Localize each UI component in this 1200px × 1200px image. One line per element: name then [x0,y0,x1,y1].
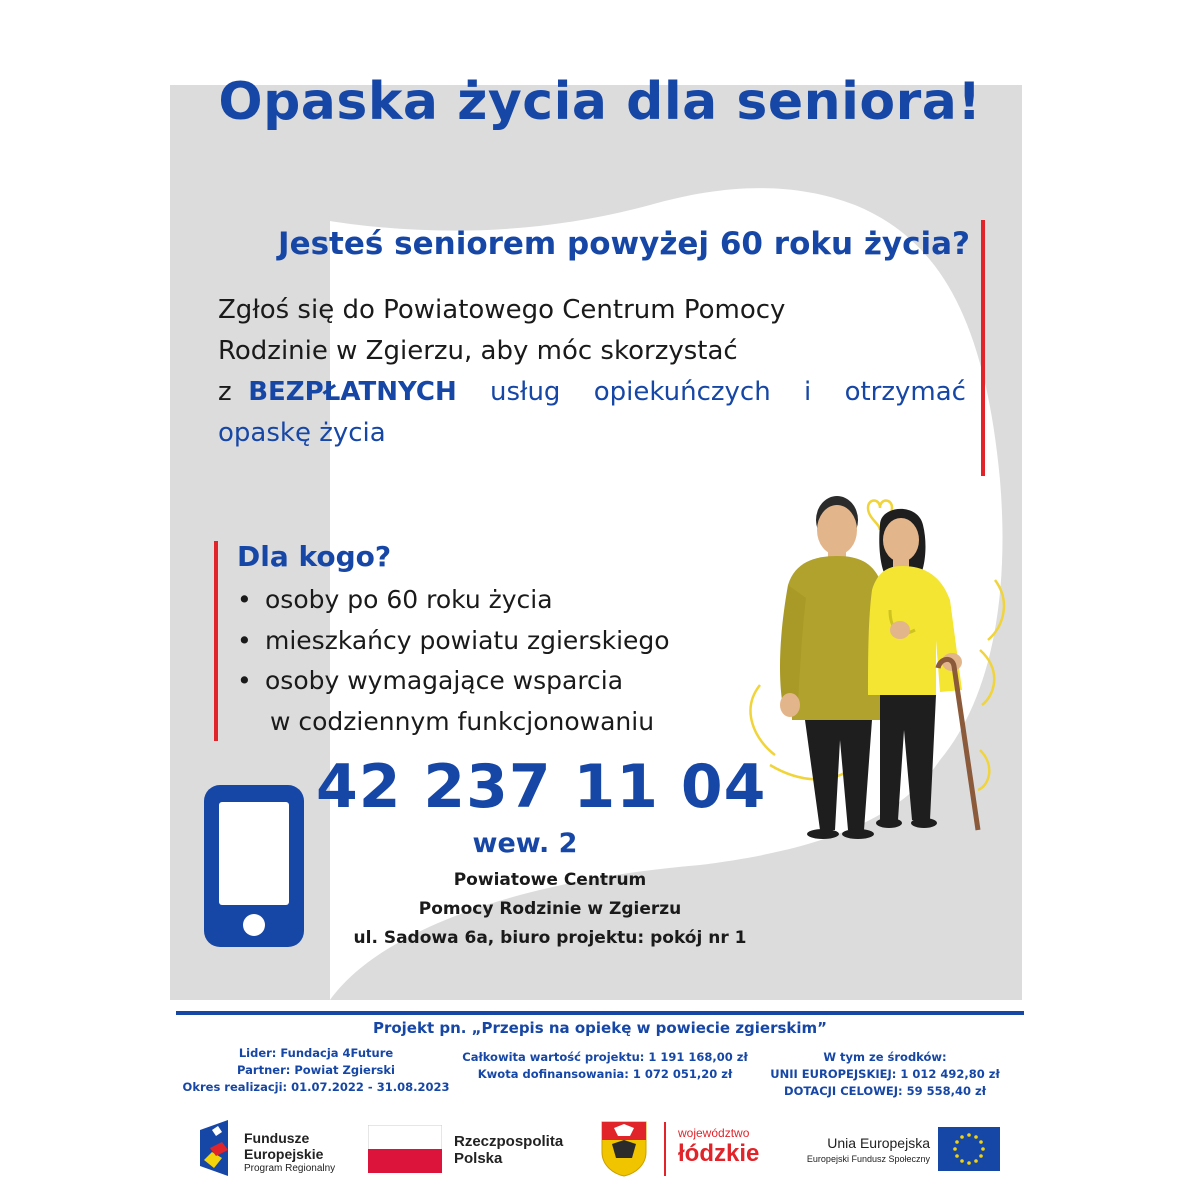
list-item: • osoby po 60 roku życia [237,585,553,614]
fundusze-europejskie-icon [200,1120,236,1176]
phone-extension: wew. 2 [472,828,578,859]
fe-line-1: Fundusze [244,1130,310,1146]
subtitle: Jesteś seniorem powyżej 60 roku życia? [278,226,970,262]
lodzkie-coat-of-arms-icon [600,1118,648,1178]
footer-partners: Lider: Fundacja 4Future Partner: Powiat Zgierski Okres realizacji: 01.07.2022 - 31.08.2023 [182,1046,450,1094]
footer-divider [176,1011,1024,1015]
for-whom-heading: Dla kogo? [237,540,392,573]
rp-line-2: Polska [454,1150,503,1167]
fe-line-3: Program Regionalny [244,1163,336,1174]
smartphone-icon [204,785,304,947]
phone-number: 42 237 11 04 [316,752,767,822]
list-item: • mieszkańcy powiatu zgierskiego [237,625,670,655]
logo-wojewodztwo-lodzkie [600,1118,800,1180]
address-block [300,866,800,953]
ue-line-2: Europejski Fundusz Społeczny [806,1154,930,1164]
project-title: Projekt pn. „Przepis na opiekę w powiecie zgierskim” [372,1019,828,1037]
address-line: Pomocy Rodzinie w Zgierzu [418,899,682,919]
left-red-bar [214,541,218,741]
lodzkie-small-label: województwo [678,1126,750,1140]
lodzkie-divider [664,1122,666,1176]
page-title: Opaska życia dla seniora! [218,72,982,132]
fe-line-2: Europejskie [244,1146,324,1162]
senior-couple-illustration [740,490,1020,845]
intro-word: opiekuńczych [593,377,771,407]
intro-line-2: Rodzinie w Zgierzu, aby móc skorzystać [218,336,738,366]
ue-line-1: Unia Europejska [827,1135,930,1151]
address-line: ul. Sadowa 6a, biuro projektu: pokój nr 1 [353,928,747,948]
intro-text [218,290,966,454]
list-item-continuation: w codziennym funkcjonowaniu [270,706,655,736]
intro-prefix: z [218,377,232,407]
intro-line-1: Zgłoś się do Powiatowego Centrum Pomocy [218,295,786,325]
footer-funding-sources: W tym ze środków: UNII EUROPEJSKIEJ: 1 012 492,80 zł DOTACJI CELOWEJ: 59 558,40 zł [770,1050,1000,1098]
intro-word: i [804,377,812,407]
intro-word: otrzymać [844,377,966,407]
logo-fundusze-europejskie [200,1120,360,1180]
logo-unia-europejska [790,1125,1005,1175]
eu-flag-icon [938,1127,1000,1171]
for-whom-list [237,580,757,742]
intro-line-4: opaskę życia [218,418,386,448]
rp-line-1: Rzeczpospolita [454,1133,564,1150]
logo-rzeczpospolita-polska [368,1125,588,1175]
footer-project-value: Całkowita wartość projektu: 1 191 168,00 zł Kwota dofinansowania: 1 072 051,20 zł [462,1050,748,1081]
free-services-highlight: BEZPŁATNYCH [248,377,457,407]
intro-word: usług [490,377,561,407]
address-line: Powiatowe Centrum [453,870,647,890]
lodzkie-big-label: łódzkie [678,1140,760,1167]
intro-line-3 [218,372,966,413]
polish-flag-icon [368,1125,442,1173]
right-red-bar [981,220,985,476]
list-item: • osoby wymagające wsparcia [237,666,624,695]
